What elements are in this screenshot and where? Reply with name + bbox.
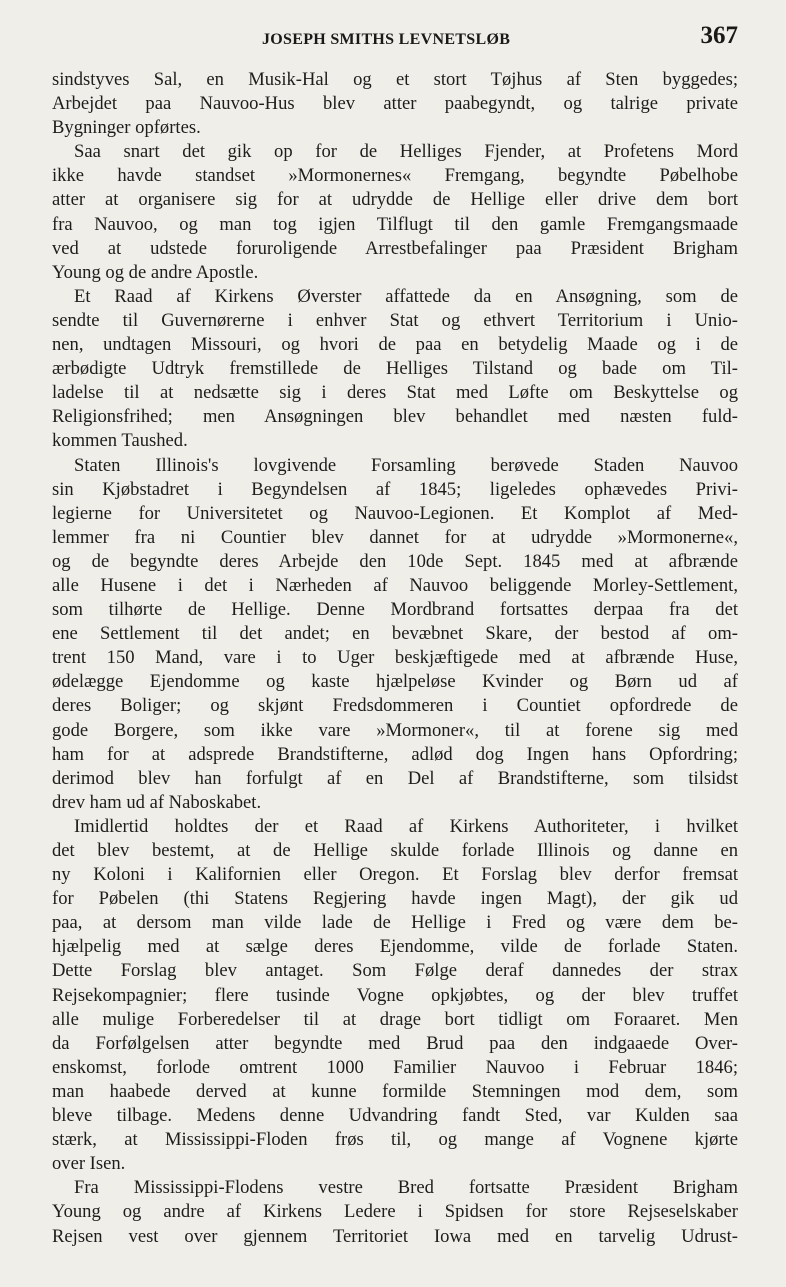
text-line: Young og de andre Apostle. <box>52 261 259 283</box>
paragraph <box>52 285 738 454</box>
text-line: ham for at adsprede Brandstifterne, adlød dog Ingen hans Opfordring; <box>52 743 738 765</box>
text-line: alle Husene i det i Nærheden af Nauvoo beliggende Morley-Settlement, <box>52 574 738 596</box>
page-number: 367 <box>700 22 738 49</box>
text-line: trent 150 Mand, vare i to Uger beskjæftigede med at afbrænde Huse, <box>52 647 738 669</box>
text-line: Bygninger opførtes. <box>52 117 201 139</box>
text-line: legierne for Universitetet og Nauvoo-Legionen. Et Komplot af Med- <box>52 502 738 524</box>
text-line: stærk, at Mississippi-Floden frøs til, og mange af Vognene kjørte <box>52 1129 738 1151</box>
paragraph <box>52 140 738 285</box>
text-line: Rejsekompagnier; flere tusinde Vogne opkjøbtes, og der blev truffet <box>52 984 738 1006</box>
paragraph <box>52 454 738 815</box>
text-line: det blev bestemt, at de Hellige skulde forlade Illinois og danne en <box>52 840 738 861</box>
text-line: Fra Mississippi-Flodens vestre Bred fortsatte Præsident Brigham <box>74 1177 738 1199</box>
text-line: Arbejdet paa Nauvoo-Hus blev atter paabegyndt, og talrige private <box>52 93 738 115</box>
text-line: drev ham ud af Naboskabet. <box>52 791 262 813</box>
text-line: Imidlertid holdtes der et Raad af Kirkens Authoriteter, i hvilket <box>74 815 738 837</box>
paragraph <box>52 815 738 1176</box>
text-line: atter at organisere sig for at udrydde de Hellige eller drive dem bort <box>52 189 738 211</box>
text-line: nen, undtagen Missouri, og hvori de paa en betydelig Maade og i de <box>52 334 738 356</box>
text-line: paa, at dersom man vilde lade de Hellige i Fred og være dem be- <box>52 912 738 934</box>
text-line: over Isen. <box>52 1153 126 1175</box>
text-line: derimod blev han forfulgt af en Del af Brandstifterne, som tilsidst <box>52 767 738 789</box>
text-line: sendte til Guvernørerne i enhver Stat og ethvert Territorium i Unio- <box>52 309 738 331</box>
text-line: ved at udstede foruroligende Arrestbefalinger paa Præsident Brigham <box>52 237 738 259</box>
text-line: og de begyndte deres Arbejde den 10de Sept. 1845 med at afbrænde <box>52 550 738 572</box>
text-line: kommen Taushed. <box>52 430 188 452</box>
body-text <box>52 68 738 1249</box>
text-line: sindstyves Sal, en Musik-Hal og et stort Tøjhus af Sten byggedes; <box>52 69 738 90</box>
text-line: lemmer fra ni Countier blev dannet for at udrydde »Mormonerne«, <box>52 526 738 548</box>
text-line: ærbødigte Udtryk fremstillede de Helliges Tilstand og bade om Til- <box>52 358 738 380</box>
text-line: sin Kjøbstadret i Begyndelsen af 1845; ligeledes ophævedes Privi- <box>52 478 738 500</box>
text-line: deres Boliger; og skjønt Fredsdommeren i Countiet opfordrede de <box>52 695 738 717</box>
text-line: ødelægge Ejendomme og kaste hjælpeløse Kvinder og Børn ud af <box>52 671 738 693</box>
text-line: Staten Illinois's lovgivende Forsamling berøvede Staden Nauvoo <box>74 454 738 476</box>
text-line: for Pøbelen (thi Statens Regjering havde ingen Magt), der gik ud <box>52 888 738 910</box>
text-line: bleve tilbage. Medens denne Udvandring fandt Sted, var Kulden saa <box>52 1105 738 1127</box>
running-title: JOSEPH SMITHS LEVNETSLØB <box>262 31 511 48</box>
text-line: Religionsfrihed; men Ansøgningen blev behandlet med næsten fuld- <box>52 406 738 428</box>
running-header <box>52 22 738 56</box>
text-line: Et Raad af Kirkens Øverster affattede da en Ansøgning, som de <box>74 285 738 307</box>
text-line: gode Borgere, som ikke vare »Mormoner«, til at forene sig med <box>52 719 738 741</box>
text-line: Young og andre af Kirkens Ledere i Spidsen for store Rejseselskaber <box>52 1201 738 1223</box>
text-line: ikke havde standset »Mormonernes« Fremgang, begyndte Pøbelhobe <box>52 165 738 187</box>
text-line: da Forfølgelsen atter begyndte med Brud paa den indgaaede Over- <box>52 1032 738 1054</box>
text-line: man haabede derved at kunne formilde Stemningen mod dem, som <box>52 1080 738 1102</box>
text-line: Rejsen vest over gjennem Territoriet Iowa med en tarvelig Udrust- <box>52 1225 738 1247</box>
text-line: fra Nauvoo, og man tog igjen Tilflugt til den gamle Fremgangsmaade <box>52 213 738 235</box>
text-line: Saa snart det gik op for de Helliges Fjender, at Profetens Mord <box>74 141 738 163</box>
text-line: som tilhørte de Hellige. Denne Mordbrand fortsattes derpaa fra det <box>52 599 738 621</box>
text-line: alle mulige Forberedelser til at drage bort tidligt om Foraaret. Men <box>52 1008 738 1030</box>
text-line: ladelse til at nedsætte sig i deres Stat med Løfte om Beskyttelse og <box>52 382 738 404</box>
paragraph <box>52 1176 738 1248</box>
text-line: hjælpelig med at sælge deres Ejendomme, vilde de forlade Staten. <box>52 936 738 958</box>
text-line: ny Koloni i Kalifornien eller Oregon. Et Forslag blev derfor fremsat <box>52 864 738 886</box>
text-line: enskomst, forlode omtrent 1000 Familier Nauvoo i Februar 1846; <box>52 1056 738 1078</box>
text-line: Dette Forslag blev antaget. Som Følge deraf dannedes der strax <box>52 960 738 982</box>
text-line: ene Settlement til det andet; en bevæbnet Skare, der bestod af om- <box>52 623 738 645</box>
paragraph <box>52 68 738 140</box>
